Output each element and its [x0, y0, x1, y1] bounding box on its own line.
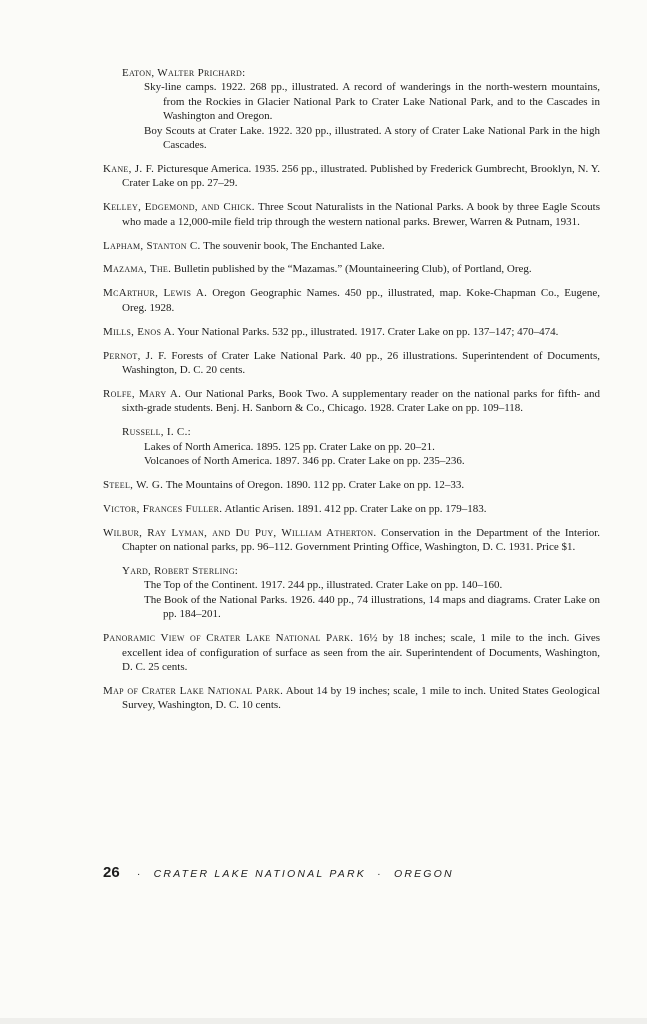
bib-entry — [103, 200, 600, 229]
entry-author: Panoramic View of Crater Lake National Park. — [103, 632, 354, 645]
footer-separator: · — [136, 868, 143, 880]
bib-entry — [103, 684, 600, 713]
entry-text: Your National Parks. 532 pp., illustrated. 1917. Crater Lake on pp. 137–147; 470–474. — [177, 325, 559, 338]
entry-author: Rolfe, Mary A. — [103, 387, 182, 400]
entry-text: Our National Parks, Book Two. A supplementary reader on the national parks for fifth- and sixth-grade students. Benj. H. Sanborn & Co., Chicago. 1928. Crater Lake on pp. 109–118. — [122, 387, 600, 415]
entry-sub-item: Sky-line camps. 1922. 268 pp., illustrated. A record of wanderings in the north-western mountains, from the Rockies in Glacier National Park to Crater Lake National Park, and to the Cascades in Washington and Oregon. — [144, 81, 600, 123]
bib-entry — [103, 325, 600, 339]
page-number: 26 — [103, 864, 120, 881]
footer-state: OREGON — [393, 868, 454, 880]
entry-author: Russell, I. C.: — [122, 426, 191, 439]
bib-entry — [103, 66, 600, 152]
bib-entry — [103, 239, 600, 253]
entry-text: Oregon Geographic Names. 450 pp., illustrated, map. Koke-Chapman Co., Eugene, Oreg. 1928. — [122, 287, 601, 314]
entry-author: McArthur, Lewis A. — [103, 287, 208, 300]
bib-entry — [103, 631, 600, 674]
bib-entry — [103, 564, 600, 622]
entry-author: Wilbur, Ray Lyman, and Du Puy, William Atherton. — [103, 526, 377, 539]
entry-author: Map of Crater Lake National Park. — [103, 684, 284, 697]
entry-author: Lapham, Stanton C. — [103, 239, 201, 252]
bib-entry — [103, 387, 600, 416]
entry-author: Mills, Enos A. — [103, 325, 175, 338]
bib-entry — [103, 162, 600, 191]
entry-author: Pernot, J. F. — [103, 349, 167, 362]
page-edge-divider — [0, 1018, 647, 1024]
bibliography-list — [103, 66, 600, 722]
entry-text: The souvenir book, The Enchanted Lake. — [203, 239, 385, 252]
bib-entry — [103, 478, 600, 492]
entry-author: Victor, Frances Fuller. — [103, 502, 223, 515]
page-footer — [103, 864, 583, 881]
footer-separator: · — [377, 868, 383, 880]
entry-sub-item: The Top of the Continent. 1917. 244 pp., illustrated. Crater Lake on pp. 140–160. — [144, 579, 503, 592]
entry-author: Kelley, Edgemond, and Chick. — [103, 201, 255, 214]
entry-sub-item: Boy Scouts at Crater Lake. 1922. 320 pp., illustrated. A story of Crater Lake National Park in the high Cascades. — [144, 124, 600, 152]
entry-text: Three Scout Naturalists in the National Parks. A book by three Eagle Scouts who made a 12,000-mile field trip through the western national parks. Brewer, Warren & Putnam, 1931. — [122, 201, 600, 228]
bib-entry — [103, 526, 600, 555]
bib-entry — [103, 349, 600, 378]
entry-author: Yard, Robert Sterling: — [122, 565, 239, 578]
bib-entry — [103, 425, 600, 468]
entry-author: Eaton, Walter Prichard: — [122, 67, 246, 79]
entry-text: 16½ by 18 inches; scale, 1 mile to the inch. Gives excellent idea of configuration of surface as seen from the air. Superintendent of Documents, Washington, D. C. 25 cents. — [122, 632, 600, 673]
entry-sub-item: Volcanoes of North America. 1897. 346 pp. Crater Lake on pp. 235–236. — [144, 455, 465, 468]
entry-text: Forests of Crater Lake National Park. 40 pp., 26 illustrations. Superintendent of Documents, Washington, D. C. 20 cents. — [122, 349, 601, 376]
entry-author: Steel, W. G. — [103, 478, 164, 491]
entry-text: Bulletin published by the “Mazamas.” (Mountaineering Club), of Portland, Oreg. — [173, 263, 532, 276]
entry-text: About 14 by 19 inches; scale, 1 mile to inch. United States Geological Survey, Washington, D. C. 10 cents. — [122, 684, 600, 712]
entry-sub-item: Lakes of North America. 1895. 125 pp. Crater Lake on pp. 20–21. — [144, 440, 435, 453]
entry-text: The Mountains of Oregon. 1890. 112 pp. Crater Lake on pp. 12–33. — [165, 478, 465, 491]
entry-text: Picturesque America. 1935. 256 pp., illustrated. Published by Frederick Gumbrecht, Brooklyn, N. Y. Crater Lake on pp. 27–29. — [122, 162, 601, 190]
entry-text: Conservation in the Department of the Interior. Chapter on national parks, pp. 96–112. Government Printing Office, Washington, D. C. 1931. Price $1. — [122, 526, 601, 554]
bib-entry — [103, 262, 600, 276]
entry-author: Mazama, The. — [103, 263, 172, 276]
entry-author: Kane, J. F. — [103, 162, 155, 175]
bib-entry — [103, 286, 600, 315]
footer-title: CRATER LAKE NATIONAL PARK — [153, 868, 366, 880]
entry-sub-item: The Book of the National Parks. 1926. 440 pp., 74 illustrations, 14 maps and diagrams. Crater Lake on pp. 184–201. — [144, 593, 600, 621]
bib-entry — [103, 502, 600, 516]
entry-text: Atlantic Arisen. 1891. 412 pp. Crater Lake on pp. 179–183. — [224, 502, 487, 515]
